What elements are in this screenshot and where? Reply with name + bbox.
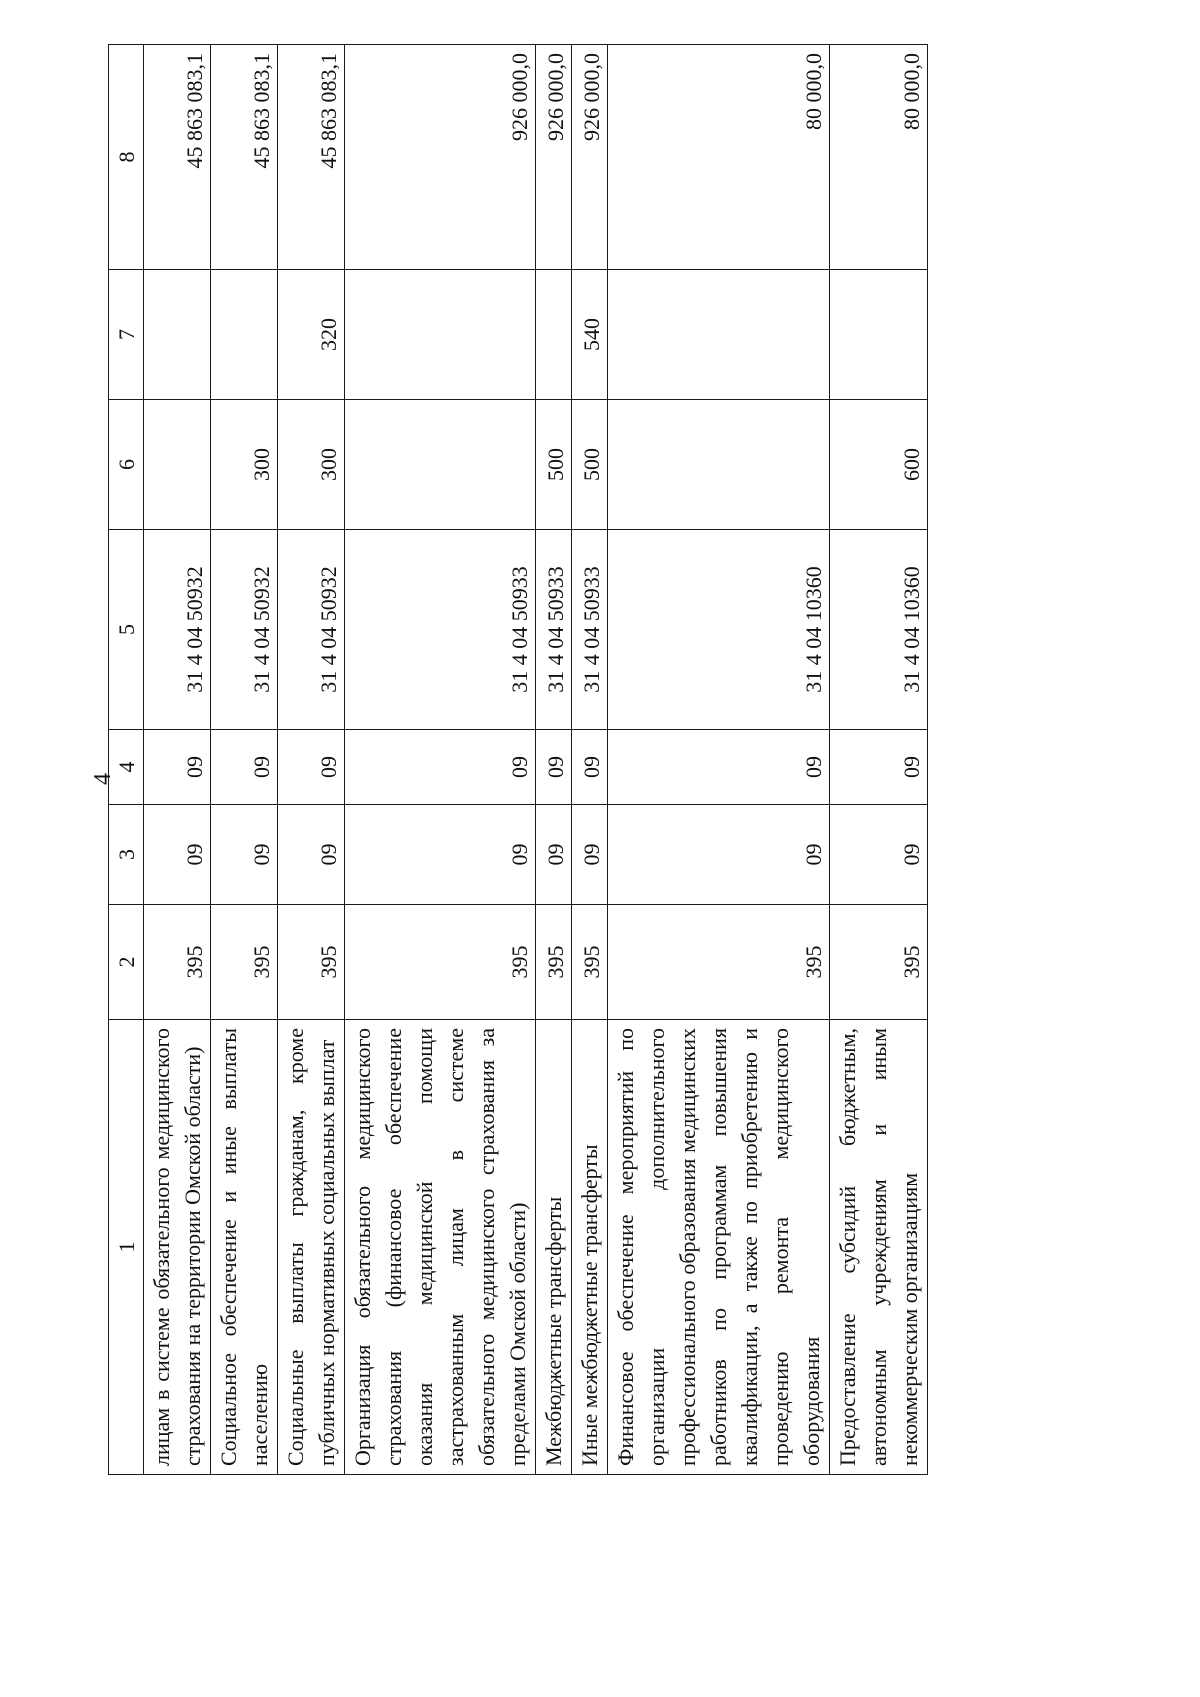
row-name-cell: лицам в системе обязательного медицинского страхования на территории Омской области) <box>144 1020 211 1475</box>
col-2-cell: 395 <box>144 905 211 1020</box>
col-5-cell: 31 4 04 50932 <box>278 530 345 730</box>
col-8-cell: 80 000,0 <box>608 45 830 270</box>
rotated-table-container <box>108 45 958 1475</box>
col-5-cell: 31 4 04 50933 <box>572 530 608 730</box>
col-2-cell: 395 <box>211 905 278 1020</box>
table-row <box>211 45 278 1475</box>
header-cell: 1 <box>109 1020 144 1475</box>
col-2-cell: 395 <box>536 905 572 1020</box>
col-3-cell: 09 <box>536 805 572 905</box>
col-7-cell <box>144 270 211 400</box>
col-2-cell: 395 <box>830 905 928 1020</box>
table-row <box>345 45 536 1475</box>
col-6-cell: 600 <box>830 400 928 530</box>
header-cell: 7 <box>109 270 144 400</box>
col-5-cell: 31 4 04 50932 <box>211 530 278 730</box>
header-cell: 4 <box>109 730 144 805</box>
col-2-cell: 395 <box>608 905 830 1020</box>
col-5-cell: 31 4 04 10360 <box>608 530 830 730</box>
col-4-cell: 09 <box>572 730 608 805</box>
col-4-cell: 09 <box>144 730 211 805</box>
table-row <box>144 45 211 1475</box>
col-7-cell <box>830 270 928 400</box>
table-row <box>830 45 928 1475</box>
col-4-cell: 09 <box>536 730 572 805</box>
col-3-cell: 09 <box>144 805 211 905</box>
col-8-cell: 45 863 083,1 <box>278 45 345 270</box>
col-5-cell: 31 4 04 50932 <box>144 530 211 730</box>
col-7-cell: 320 <box>278 270 345 400</box>
header-cell: 2 <box>109 905 144 1020</box>
col-6-cell: 500 <box>572 400 608 530</box>
budget-table <box>108 44 928 1475</box>
table-row <box>608 45 830 1475</box>
col-8-cell: 45 863 083,1 <box>144 45 211 270</box>
col-3-cell: 09 <box>211 805 278 905</box>
col-2-cell: 395 <box>345 905 536 1020</box>
row-name-cell: Социальное обеспечение и иные выплаты населению <box>211 1020 278 1475</box>
col-6-cell <box>608 400 830 530</box>
col-3-cell: 09 <box>830 805 928 905</box>
col-3-cell: 09 <box>608 805 830 905</box>
col-4-cell: 09 <box>278 730 345 805</box>
row-name-cell: Иные межбюджетные трансферты <box>572 1020 608 1475</box>
table-row <box>278 45 345 1475</box>
header-cell: 3 <box>109 805 144 905</box>
row-name-cell: Предоставление субсидий бюджетным, автономным учреждениям и иным некоммерческим организациям <box>830 1020 928 1475</box>
col-8-cell: 926 000,0 <box>536 45 572 270</box>
col-8-cell: 926 000,0 <box>572 45 608 270</box>
col-5-cell: 31 4 04 50933 <box>345 530 536 730</box>
header-cell: 5 <box>109 530 144 730</box>
col-5-cell: 31 4 04 10360 <box>830 530 928 730</box>
row-name-cell: Межбюджетные трансферты <box>536 1020 572 1475</box>
col-8-cell: 926 000,0 <box>345 45 536 270</box>
col-7-cell: 540 <box>572 270 608 400</box>
col-4-cell: 09 <box>211 730 278 805</box>
row-name-cell: Финансовое обеспечение мероприятий по организации дополнительного профессионального образования медицинских работников по программам повышения квалификации, а также по приобретению и проведению ремонта медицинского оборудования <box>608 1020 830 1475</box>
col-6-cell <box>144 400 211 530</box>
col-5-cell: 31 4 04 50933 <box>536 530 572 730</box>
col-3-cell: 09 <box>345 805 536 905</box>
col-7-cell <box>211 270 278 400</box>
col-6-cell <box>345 400 536 530</box>
header-row <box>109 45 144 1475</box>
header-cell: 8 <box>109 45 144 270</box>
col-6-cell: 300 <box>278 400 345 530</box>
table-row <box>572 45 608 1475</box>
col-4-cell: 09 <box>608 730 830 805</box>
col-2-cell: 395 <box>572 905 608 1020</box>
col-7-cell <box>608 270 830 400</box>
header-cell: 6 <box>109 400 144 530</box>
table-row <box>536 45 572 1475</box>
col-2-cell: 395 <box>278 905 345 1020</box>
col-3-cell: 09 <box>572 805 608 905</box>
col-7-cell <box>536 270 572 400</box>
page-number: 4 <box>90 773 116 785</box>
col-3-cell: 09 <box>278 805 345 905</box>
col-7-cell <box>345 270 536 400</box>
col-6-cell: 500 <box>536 400 572 530</box>
col-8-cell: 45 863 083,1 <box>211 45 278 270</box>
col-4-cell: 09 <box>345 730 536 805</box>
row-name-cell: Организация обязательного медицинского страхования (финансовое обеспечение оказания медицинской помощи застрахованным лицам в системе обязательного медицинского страхования за пределами Омской области) <box>345 1020 536 1475</box>
col-6-cell: 300 <box>211 400 278 530</box>
col-8-cell: 80 000,0 <box>830 45 928 270</box>
row-name-cell: Социальные выплаты гражданам, кроме публичных нормативных социальных выплат <box>278 1020 345 1475</box>
col-4-cell: 09 <box>830 730 928 805</box>
